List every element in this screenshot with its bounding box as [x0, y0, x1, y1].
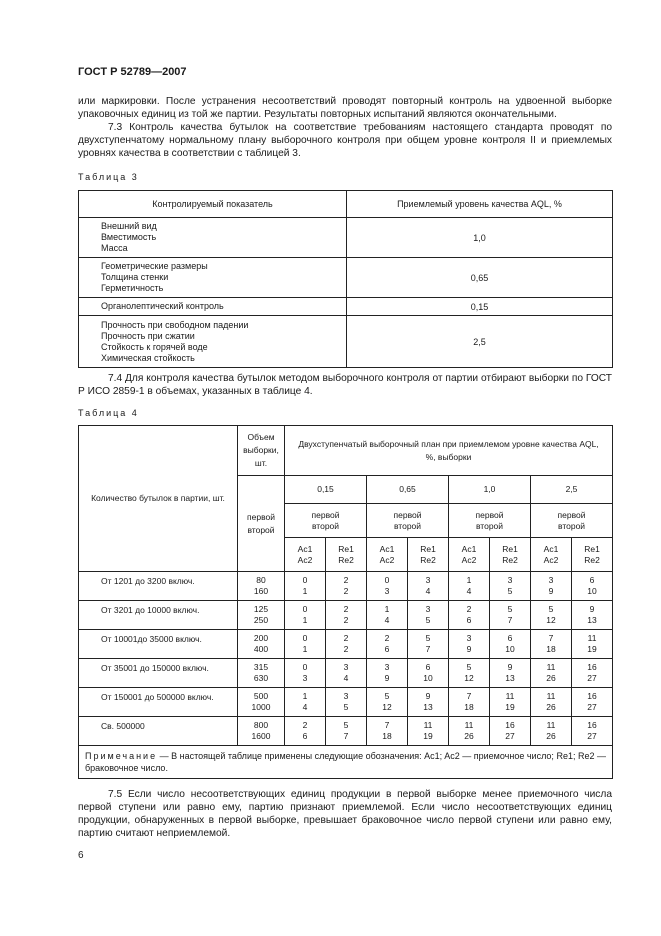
table-4-rejection-label: Re1 Re2	[572, 538, 613, 572]
table-row	[79, 572, 613, 601]
table-4-cell: 0 1	[285, 601, 326, 630]
table-4-cell: 3 9	[449, 630, 490, 659]
table-3-row-label: Внешний вид Вместимость Масса	[79, 218, 347, 258]
table-4-cell: 11 19	[408, 717, 449, 746]
table-4-cell: 16 27	[572, 688, 613, 717]
table-4-cell: 3 9	[531, 572, 572, 601]
table-row	[79, 688, 613, 717]
paragraph-7-4: 7.4 Для контроля качества бутылок методом выборочного контроля от партии отбирают выборки по ГОСТ Р ИСО 2859-1 в объемах, указанных в таблице 4.	[78, 373, 612, 397]
table-4-lot-size: От 3201 до 10000 включ.	[79, 601, 238, 630]
table-4-cell: 1 4	[449, 572, 490, 601]
table-3-header-aql: Приемлемый уровень качества AQL, %	[347, 191, 613, 218]
table-4-rejection-label: Re1 Re2	[326, 538, 367, 572]
page-number: 6	[78, 850, 84, 861]
table-4-cell: 0 3	[367, 572, 408, 601]
table-3-row-value: 0,15	[347, 298, 613, 316]
table-4-cell: 0 3	[285, 659, 326, 688]
table-4-note-prefix: Примечание	[85, 751, 158, 761]
paragraph-7-5: 7.5 Если число несоответствующих единиц продукции в первой выборке менее приемочного числа первой ступени или равно ему, партию признают приемлемой. Если число несоответствующих единиц продукции, обнаруженных в первой выборке, превышает браковочное число первой ступени или равно ему, партию считают неприемлемой.	[78, 789, 612, 839]
table-4-cell: 11 26	[531, 659, 572, 688]
table-4-rejection-label: Re1 Re2	[490, 538, 531, 572]
table-3-row-value: 0,65	[347, 258, 613, 298]
table-4-aql-level: 2,5	[531, 476, 613, 504]
table-4-sample-size: 80 160	[238, 572, 285, 601]
table-4-stage-label: первой второй	[367, 504, 449, 538]
table-4-cell: 2 2	[326, 572, 367, 601]
table-4-header-sample-stages: первой второй	[238, 476, 285, 572]
table-4-sample-size: 315 630	[238, 659, 285, 688]
table-4-cell: 9 13	[490, 659, 531, 688]
table-row	[79, 601, 613, 630]
table-4-cell: 2 2	[326, 630, 367, 659]
table-4-cell: 3 5	[408, 601, 449, 630]
table-4-cell: 7 18	[531, 630, 572, 659]
table-4-aql-level: 0,15	[285, 476, 367, 504]
table-4-cell: 2 6	[367, 630, 408, 659]
table-4-sample-size: 500 1000	[238, 688, 285, 717]
table-row	[79, 717, 613, 746]
table-4-cell: 2 6	[285, 717, 326, 746]
table-4-stage-label: первой второй	[531, 504, 613, 538]
table-3-row-value: 2,5	[347, 316, 613, 368]
table-4-cell: 6 10	[490, 630, 531, 659]
table-4-cell: 5 7	[326, 717, 367, 746]
table-4-cell: 11 19	[490, 688, 531, 717]
table-4-cell: 5 12	[367, 688, 408, 717]
table-4-cell: 5 7	[408, 630, 449, 659]
table-4-aql-level: 1,0	[449, 476, 531, 504]
table-3	[78, 190, 613, 368]
table-4-cell: 1 4	[367, 601, 408, 630]
table-3-caption: Таблица 3	[78, 172, 139, 182]
table-4-sample-size: 200 400	[238, 630, 285, 659]
table-4-cell: 16 27	[490, 717, 531, 746]
table-4-cell: 11 26	[449, 717, 490, 746]
table-4-cell: 11 19	[572, 630, 613, 659]
table-3-row-label: Органолептический контроль	[79, 298, 347, 316]
table-4-cell: 11 26	[531, 717, 572, 746]
table-4-cell: 3 4	[408, 572, 449, 601]
table-4-note	[79, 746, 613, 779]
table-4-cell: 11 26	[531, 688, 572, 717]
paragraph-7-3: 7.3 Контроль качества бутылок на соответствие требованиям настоящего стандарта проводят по двухступенчатому нормальному плану выборочного контроля при общем уровне контроля II и приемлемых уровнях качества в соответствии с таблицей 3.	[78, 122, 612, 159]
table-4-acceptance-label: Ac1 Ac2	[531, 538, 572, 572]
table-4-aql-level: 0,65	[367, 476, 449, 504]
table-3-row-label: Геометрические размеры Толщина стенки Герметичность	[79, 258, 347, 298]
table-4-header-lot-size: Количество бутылок в партии, шт.	[79, 426, 238, 572]
table-row	[79, 659, 613, 688]
table-4-sample-size: 125 250	[238, 601, 285, 630]
table-4-cell: 3 5	[490, 572, 531, 601]
table-4-cell: 16 27	[572, 717, 613, 746]
table-4-cell: 2 6	[449, 601, 490, 630]
table-row	[79, 630, 613, 659]
table-3-header-indicator: Контролируемый показатель	[79, 191, 347, 218]
table-4-acceptance-label: Ac1 Ac2	[449, 538, 490, 572]
table-4-cell: 3 5	[326, 688, 367, 717]
table-4-caption: Таблица 4	[78, 408, 139, 418]
table-4-cell: 6 10	[572, 572, 613, 601]
table-4-lot-size: От 35001 до 150000 включ.	[79, 659, 238, 688]
table-4-acceptance-label: Ac1 Ac2	[285, 538, 326, 572]
table-4-cell: 7 18	[449, 688, 490, 717]
table-4-cell: 3 9	[367, 659, 408, 688]
table-4-cell: 9 13	[408, 688, 449, 717]
table-4-stage-label: первой второй	[449, 504, 531, 538]
table-4-cell: 9 13	[572, 601, 613, 630]
table-4-cell: 5 7	[490, 601, 531, 630]
table-3-row-label: Прочность при свободном падении Прочность при сжатии Стойкость к горячей воде Химическая стойкость	[79, 316, 347, 368]
paragraph-continuation: или маркировки. После устранения несоответствий проводят повторный контроль на удвоенной выборке упаковочных единиц из той же партии. Результаты повторных испытаний являются окончательными.	[78, 96, 612, 120]
table-4-lot-size: От 10001до 35000 включ.	[79, 630, 238, 659]
table-4-cell: 16 27	[572, 659, 613, 688]
table-4-header-plan: Двухступенчатый выборочный план при приемлемом уровне качества AQL, %, выборки	[285, 426, 613, 476]
table-4-cell: 2 2	[326, 601, 367, 630]
table-4-cell: 7 18	[367, 717, 408, 746]
table-4-sample-size: 800 1600	[238, 717, 285, 746]
table-4-cell: 0 1	[285, 630, 326, 659]
table-4-lot-size: От 150001 до 500000 включ.	[79, 688, 238, 717]
table-4-cell: 0 1	[285, 572, 326, 601]
table-4-cell: 1 4	[285, 688, 326, 717]
table-4-lot-size: От 1201 до 3200 включ.	[79, 572, 238, 601]
table-4-cell: 6 10	[408, 659, 449, 688]
table-4-stage-label: первой второй	[285, 504, 367, 538]
table-4-cell: 5 12	[449, 659, 490, 688]
table-4	[78, 425, 613, 779]
table-4-cell: 5 12	[531, 601, 572, 630]
table-4-header-sample-size: Объем выборки, шт.	[238, 426, 285, 476]
table-4-note-text: — В настоящей таблице применены следующие обозначения: Ac1; Ac2 — приемочное число; Re1; Re2 — браковочное число.	[85, 751, 607, 773]
table-4-rejection-label: Re1 Re2	[408, 538, 449, 572]
table-4-cell: 3 4	[326, 659, 367, 688]
document-header: ГОСТ Р 52789—2007	[78, 66, 187, 78]
table-4-lot-size: Св. 500000	[79, 717, 238, 746]
table-3-row-value: 1,0	[347, 218, 613, 258]
table-4-acceptance-label: Ac1 Ac2	[367, 538, 408, 572]
